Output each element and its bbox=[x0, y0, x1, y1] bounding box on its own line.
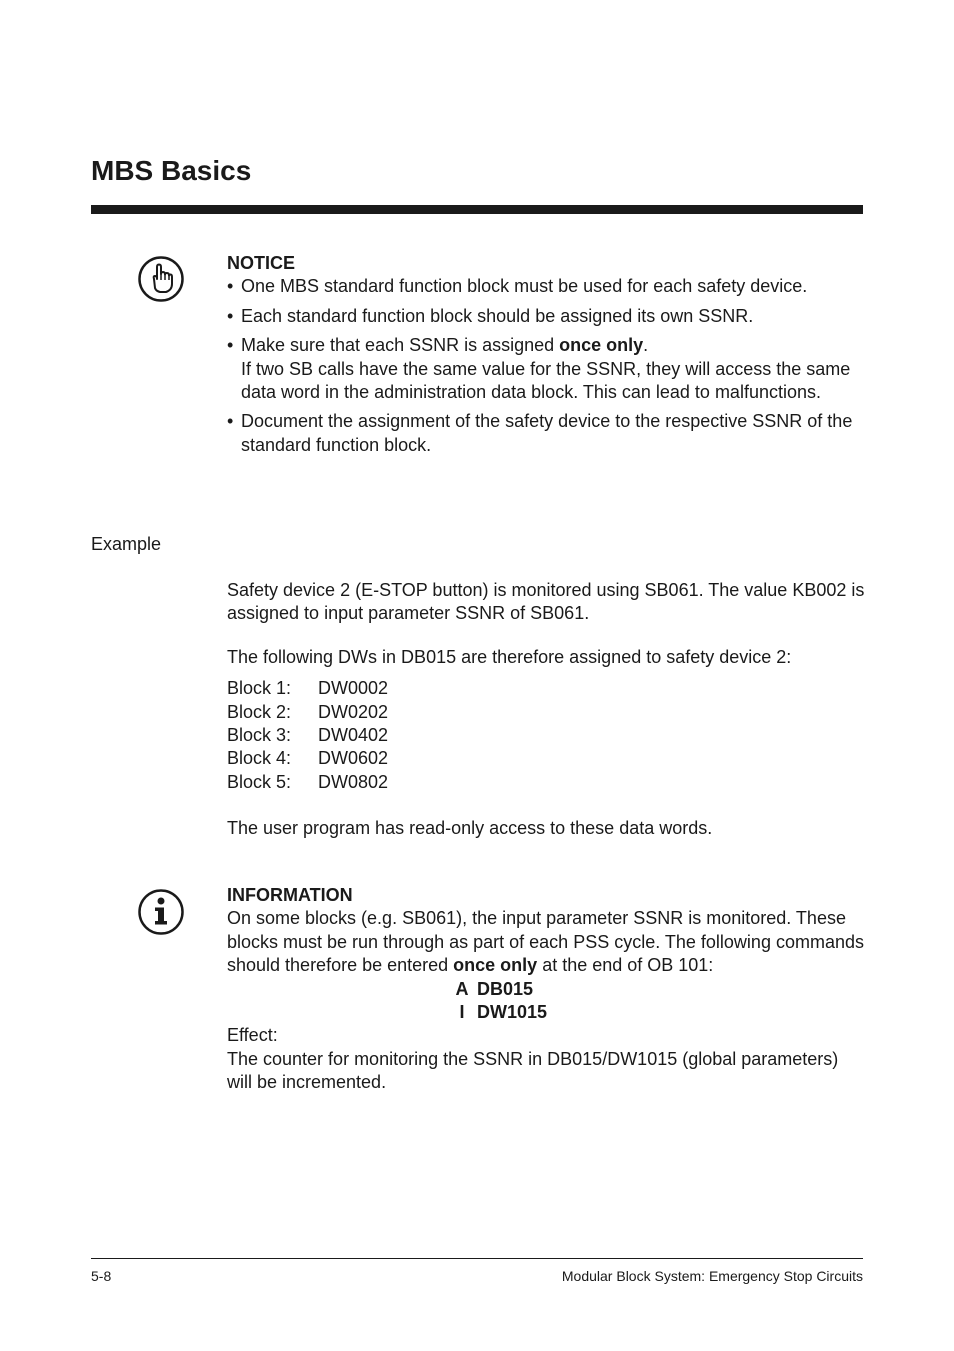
information-heading: INFORMATION bbox=[227, 885, 353, 905]
effect-label: Effect: bbox=[227, 1025, 278, 1046]
example-body bbox=[227, 579, 867, 841]
notice-heading: NOTICE bbox=[227, 253, 296, 273]
command-line: I DW1015 bbox=[459, 1002, 548, 1023]
information-block bbox=[227, 884, 867, 1095]
footer-doc-title: Modular Block System: Emergency Stop Circuits bbox=[561, 1268, 863, 1284]
information-paragraph: On some blocks (e.g. SB061), the input parameter SSNR is monitored. These blocks must be run through as part of each PSS cycle. The following commands should therefore be entered once only at the end of OB 101: bbox=[227, 908, 864, 976]
list-item: Block 1: DW0002 bbox=[227, 678, 389, 699]
block-list bbox=[227, 677, 867, 794]
footer-rule bbox=[91, 1258, 863, 1259]
pointing-hand-icon bbox=[137, 255, 185, 303]
list-item: Block 2: DW0202 bbox=[227, 701, 389, 722]
notice-bullet: • One MBS standard function block must be used for each safety device. bbox=[227, 276, 808, 297]
title-rule bbox=[91, 205, 863, 214]
notice-block bbox=[227, 252, 867, 463]
list-item: Block 5: DW0802 bbox=[227, 771, 389, 792]
example-label: Example bbox=[91, 534, 162, 554]
page-number: 5-8 bbox=[91, 1268, 112, 1284]
notice-bullet: • Each standard function block should be assigned its own SSNR. bbox=[227, 305, 754, 326]
list-item: Block 4: DW0602 bbox=[227, 748, 389, 769]
example-paragraph: Safety device 2 (E-STOP button) is monitored using SB061. The value KB002 is assigned to input parameter SSNR of SB061. bbox=[227, 580, 865, 624]
effect-text: The counter for monitoring the SSNR in DB015/DW1015 (global parameters) will be incremented. bbox=[227, 1048, 839, 1093]
notice-bullet: • Make sure that each SSNR is assigned once only. If two SB calls have the same value for the SSNR, they will access the same data word in the administration data block. This can lead to malfunctions. bbox=[227, 335, 851, 403]
list-item: Block 3: DW0402 bbox=[227, 725, 389, 746]
notice-bullet: • Document the assignment of the safety device to the respective SSNR of the standard function block. bbox=[227, 411, 853, 455]
page-title: MBS Basics bbox=[91, 155, 252, 186]
command-line: A DB015 bbox=[455, 978, 534, 999]
example-paragraph: The user program has read-only access to these data words. bbox=[227, 818, 713, 839]
example-paragraph: The following DWs in DB015 are therefore assigned to safety device 2: bbox=[227, 646, 792, 667]
info-icon bbox=[137, 888, 185, 936]
